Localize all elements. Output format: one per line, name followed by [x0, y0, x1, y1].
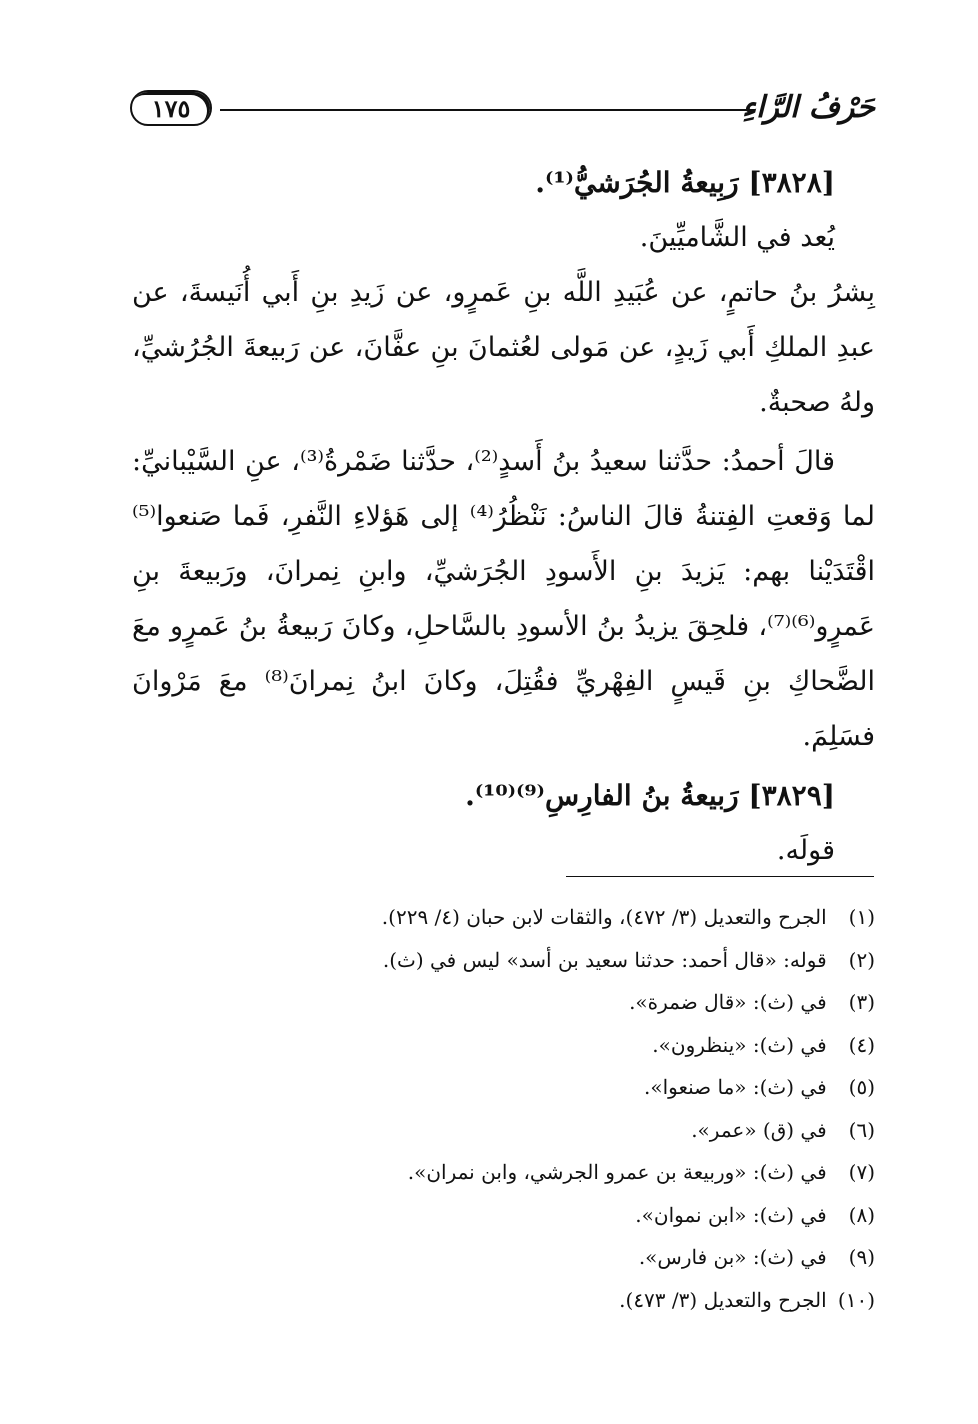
- footnote-text: في (ث): «ما صنعوا».: [643, 1075, 827, 1099]
- entry-paragraph: بِشرُ بنُ حاتمٍ، عن عُبَيدِ اللَّه بنِ عَمرٍو، عن زَيدِ بنِ أَبي أُنَيسةَ، عن عبدِ الملكِ أَبي زَيدٍ، عن مَولى لعُثمانَ بنِ عفَّانَ، عن رَبيعةَ الجُرُشيِّ، ولهُ صحبةٌ.: [132, 277, 875, 418]
- footnote-number: (٦): [848, 1117, 875, 1142]
- footnote-text: في (ث): «بن فارس».: [638, 1245, 827, 1269]
- footnote-text: قوله: «قال أحمد: حدثنا سعيد بن أسد» ليس في (ث).: [382, 947, 827, 972]
- entry-title: [٣٨٢٩] رَبيعةُ بنُ الفارِسِ⁽⁹⁾⁽¹⁰⁾.: [465, 779, 835, 812]
- footnote-number: (٤): [848, 1032, 875, 1057]
- page-number: ١٧٥: [130, 90, 212, 126]
- footnotes: [200, 896, 875, 1321]
- footnote-number: (٥): [848, 1075, 875, 1099]
- entry-paragraph: قالَ أحمدُ: حدَّثنا سعيدُ بنُ أَسدٍ⁽²⁾، حدَّثنا ضَمْرةُ⁽³⁾، عنِ السَّيْبانيِّ: لما وَقعتِ الفِتنةُ قالَ الناسُ: نَنْظُرُ⁽⁴⁾ إلى هَؤلاءِ النَّفرِ، فَما صَنعوا⁽⁵⁾ اقْتَدَيْنا بهم: يَزيدَ بنِ الأَسودِ الجُرَشيِّ، وابنِ نِمرانَ، ورَبيعةَ بنِ عَمرٍو⁽⁶⁾⁽⁷⁾، فلحِقَ يزيدُ بنُ الأسودِ بالسَّاحلِ، وكانَ رَبيعةُ بنُ عَمرٍو معَ الضَّحاكِ بنِ قَيسٍ الفِهْريِّ فقُتِلَ، وكانَ ابنُ نِمرانَ⁽⁸⁾ معَ مَرْوانَ فسَلِمَ.: [132, 446, 875, 752]
- footnote: [200, 939, 875, 982]
- footnote-text: في (ث): «وربيعة بن عمرو الجرشي، وابن نمران».: [407, 1160, 827, 1184]
- footnote: [200, 1279, 875, 1322]
- main-text: [132, 155, 875, 878]
- entry-line: قولَه.: [776, 835, 835, 866]
- footnote-text: الجرح والتعديل (٣/ ٤٧٢)، والثقات لابن حبان (٤/ ٢٢٩).: [381, 905, 827, 929]
- footnote: [200, 1151, 875, 1194]
- entry-line: يُعد في الشَّاميِّينَ.: [639, 222, 835, 253]
- footnote-number: (٢): [848, 947, 875, 972]
- footnote: [200, 896, 875, 939]
- chapter-title: حَرْفُ الرَّاءِ: [741, 90, 875, 125]
- footnote: [200, 1066, 875, 1109]
- footnote: [200, 981, 875, 1024]
- footnote-text: في (ث): «ابن نموان».: [635, 1202, 827, 1227]
- footnote-number: (١٠): [837, 1287, 875, 1312]
- page-header: [130, 82, 875, 142]
- footnote: [200, 1109, 875, 1152]
- footnote: [200, 1024, 875, 1067]
- footnote: [200, 1236, 875, 1279]
- footnote-rule: [566, 876, 874, 877]
- entry-title: [٣٨٢٨] رَبِيعةُ الجُرَشيُّ⁽¹⁾.: [535, 166, 835, 199]
- footnote-text: الجرح والتعديل (٣/ ٤٧٣).: [619, 1287, 827, 1312]
- footnote-number: (١): [848, 905, 875, 929]
- footnote-number: (٩): [848, 1245, 875, 1269]
- footnote: [200, 1194, 875, 1237]
- header-rule: [220, 109, 755, 111]
- footnote-text: في (ث): «قال ضمرة».: [629, 990, 827, 1014]
- footnote-text: في (ق) «عمر».: [691, 1117, 827, 1142]
- footnote-number: (٧): [848, 1160, 875, 1184]
- footnote-text: في (ث): «ينظرون».: [652, 1032, 827, 1057]
- footnote-number: (٣): [848, 990, 875, 1014]
- footnote-number: (٨): [848, 1202, 875, 1227]
